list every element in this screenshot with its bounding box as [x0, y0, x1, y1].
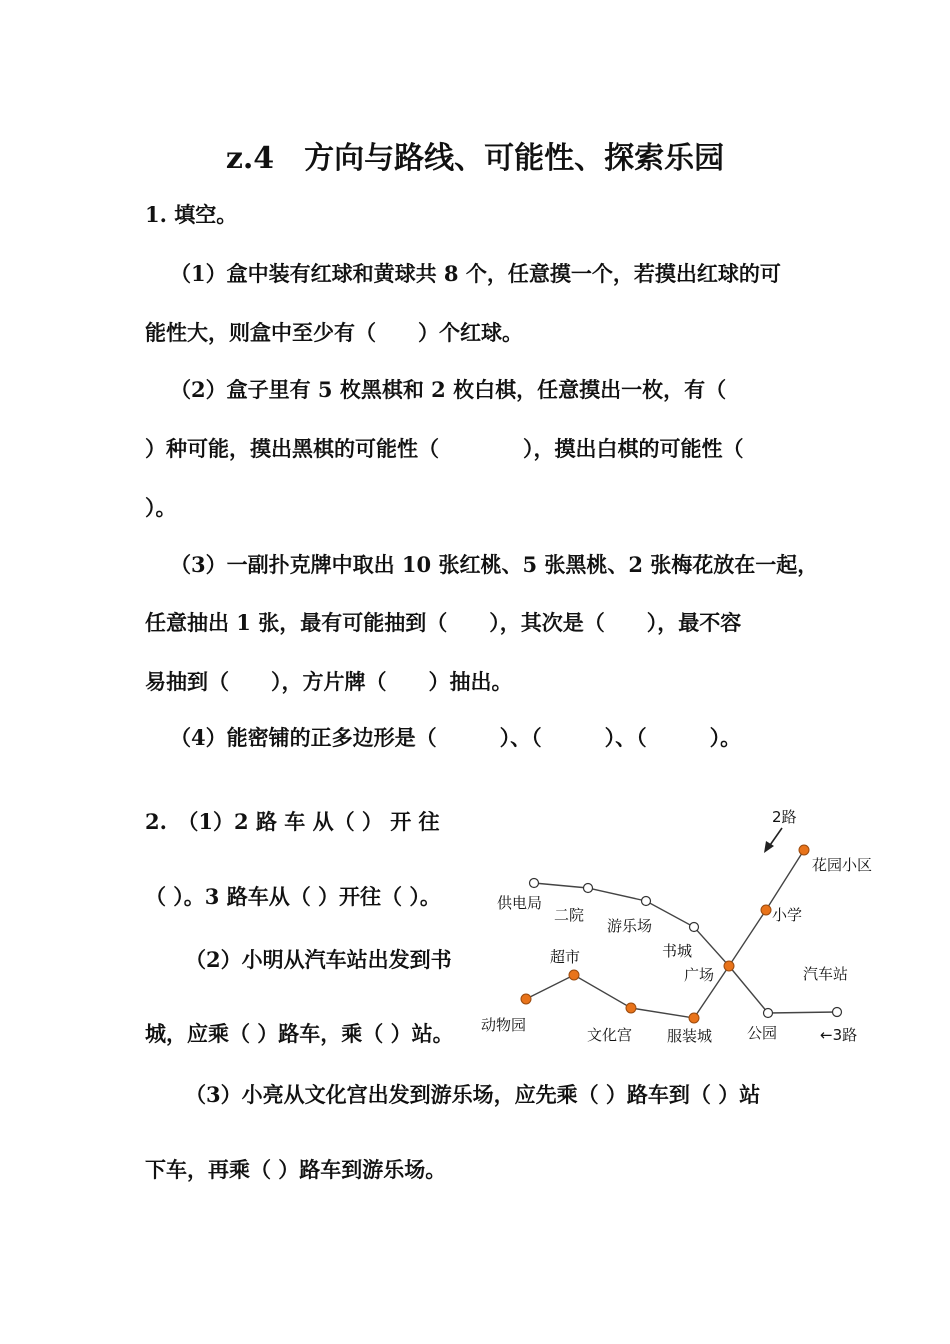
route-branch-gongyuan	[729, 966, 768, 1013]
stop-xiaoxue-marker	[761, 905, 771, 915]
q1-1-line2: 能性大，则盒中至少有（ ）个红球。	[145, 320, 523, 345]
route2-label: 2路	[772, 808, 797, 826]
stop-fuzhuangcheng-label: 服装城	[667, 1027, 713, 1045]
stop-wenhuagong-marker	[626, 1003, 636, 1013]
stop-labels	[481, 856, 872, 1045]
stop-chaoshi-marker	[569, 970, 579, 980]
stop-huayuanxiaoqu-marker	[799, 845, 809, 855]
stop-eryuan-label: 二院	[554, 906, 585, 924]
stop-eryuan-marker	[584, 884, 593, 893]
q1-2-line2: ）种可能，摸出黑棋的可能性（ ），摸出白棋的可能性（	[145, 436, 744, 461]
q1-4-line1: （4）能密铺的正多边形是（ ）、（ ）、（ ）。	[170, 725, 742, 750]
stop-chaoshi-label: 超市	[550, 948, 581, 966]
route-qichezhan-gongyuan	[768, 1012, 837, 1013]
page-title: z.4 方向与路线、可能性、探索乐园	[225, 141, 725, 176]
stop-wenhuagong-label: 文化宫	[587, 1026, 633, 1044]
stop-gongyuan-marker	[764, 1009, 773, 1018]
q1-2-line3: ）。	[145, 495, 177, 520]
stop-dongwuyuan-label: 动物园	[481, 1016, 527, 1034]
q2-3-line1: （3）小亮从文化宫出发到游乐场，应先乘（ ）路车到（ ）站	[185, 1082, 761, 1107]
q1-2-line1: （2）盒子里有 5 枚黑棋和 2 枚白棋，任意摸出一枚，有（	[170, 377, 727, 402]
stop-xiaoxue-label: 小学	[772, 906, 803, 924]
route3-label: ←3路	[820, 1026, 858, 1044]
stop-gongyuan-label: 公园	[747, 1024, 778, 1042]
stop-shucheng-label: 书城	[662, 942, 693, 960]
route2-arrow	[764, 828, 782, 853]
stop-gongdianju-label: 供电局	[497, 894, 543, 912]
route-lines	[526, 850, 837, 1018]
stop-qichezhan-label: 汽车站	[803, 965, 849, 983]
q2-1-line1: 2. （1）2 路 车 从（ ） 开 往	[145, 809, 440, 834]
stop-huayuanxiaoqu-label: 花园小区	[812, 856, 873, 874]
stop-guangchang-marker	[724, 961, 734, 971]
q1-3-line2: 任意抽出 1 张，最有可能抽到（ ），其次是（ ），最不容	[145, 610, 742, 635]
stop-gongdianju-marker	[530, 879, 539, 888]
stop-qichezhan-marker	[833, 1008, 842, 1017]
q2-1-line2: （ ）。3 路车从（ ）开往（ ）。	[145, 884, 441, 909]
q1-3-line3: 易抽到（ ），方片牌（ ）抽出。	[145, 669, 513, 694]
q2-2-line2: 城，应乘（ ）路车，乘（ ）站。	[145, 1021, 454, 1046]
stop-youlechang-label: 游乐场	[607, 917, 653, 935]
q2-3-line2: 下车，再乘（ ）路车到游乐场。	[145, 1157, 447, 1182]
stop-dongwuyuan-marker	[521, 994, 531, 1004]
stop-fuzhuangcheng-marker	[689, 1013, 699, 1023]
stop-shucheng-marker	[690, 923, 699, 932]
stop-youlechang-marker	[642, 897, 651, 906]
q1-heading: 1. 填空。	[145, 202, 238, 227]
stop-guangchang-label: 广场	[684, 966, 715, 984]
q1-3-line1: （3）一副扑克牌中取出 10 张红桃、5 张黑桃、2 张梅花放在一起，	[170, 552, 819, 577]
q1-1-line1: （1）盒中装有红球和黄球共 8 个，任意摸一个，若摸出红球的可	[170, 261, 781, 286]
q2-2-line1: （2）小明从汽车站出发到书	[185, 947, 452, 972]
stops	[521, 845, 842, 1023]
